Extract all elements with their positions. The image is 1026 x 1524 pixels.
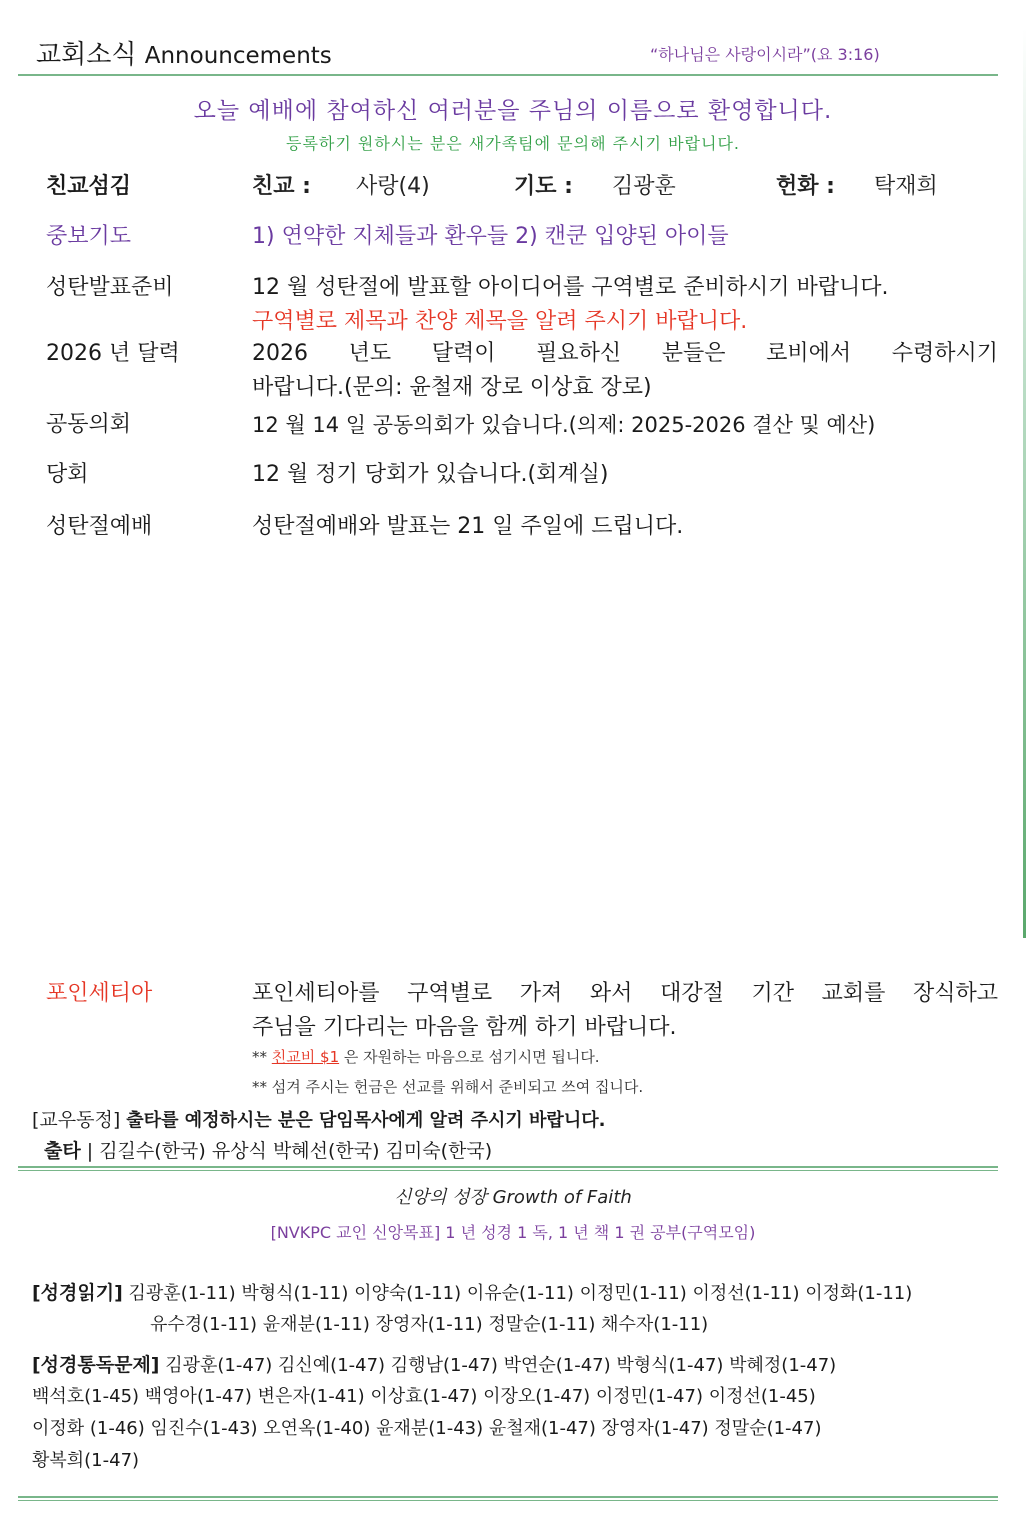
announcement-text: 12 월 14 일 공동의회가 있습니다.(의제: 2025-2026 결산 및 예산) (252, 413, 876, 437)
prayer-label: 기도 : (514, 174, 573, 199)
announcement-label: 2026 년 달력 (46, 341, 180, 366)
growth-subtitle: [NVKPC 교인 신앙목표] 1 년 성경 1 독, 1 년 책 1 권 공부(구역모임) (270, 1223, 756, 1242)
quiz-names: 김광훈(1-47) 김신예(1-47) 김행남(1-47) 박연순(1-47) 박형식(1-47) 박혜정(1-47) (165, 1355, 837, 1376)
announcement-label: 공동의회 (46, 412, 132, 437)
welcome-subtext: 등록하기 원하시는 분은 새가족팀에 문의해 주시기 바랍니다. (285, 134, 740, 153)
announcement-label: 성탄절예배 (46, 514, 153, 539)
members-news-text: 출타를 예정하시는 분은 담임목사에게 알려 주시기 바랍니다. (126, 1110, 606, 1131)
service-label: 친교섬김 (46, 174, 132, 199)
quiz-list-line: 백석호(1-45) 백영아(1-47) 변은자(1-41) 이상효(1-47) 이장오(1-47) 이정민(1-47) 이정선(1-45) (32, 1386, 816, 1407)
offering-label: 헌화 : (776, 174, 835, 199)
reading-list-line (32, 1278, 912, 1305)
announcement-label: 성탄발표준비 (46, 275, 174, 300)
prayer-value: 김광훈 (612, 174, 676, 199)
header-divider (18, 74, 998, 76)
footer-divider (18, 1496, 998, 1501)
quiz-list-line: 이정화 (1-46) 임진수(1-43) 오연옥(1-40) 윤재분(1-43) 윤철재(1-47) 장영자(1-47) 정말순(1-47) (32, 1418, 822, 1439)
reading-head: [성경읽기] (32, 1282, 123, 1304)
poinsettia-note-1 (252, 1046, 600, 1067)
fellowship-label: 친교 : (252, 174, 311, 199)
welcome-message: 오늘 예배에 참여하신 여러분을 주님의 이름으로 환영합니다. (193, 98, 833, 124)
fellowship-fee-link[interactable]: 친교비 $1 (271, 1048, 340, 1066)
title-korean: 교회소식 (36, 40, 137, 70)
reading-names: 김광훈(1-11) 박형식(1-11) 이양숙(1-11) 이유순(1-11) 이정민(1-11) 이정선(1-11) 이정화(1-11) (128, 1283, 913, 1304)
travel-line (44, 1136, 492, 1163)
section-divider (18, 1166, 998, 1171)
poinsettia-text: 포인세티아를 구역별로 가져 와서 대강절 기간 교회를 장식하고 (252, 981, 998, 1006)
note-prefix: ** (252, 1048, 267, 1066)
reading-list-line: 유수경(1-11) 윤재분(1-11) 장영자(1-11) 정말순(1-11) 채수자(1-11) (150, 1314, 709, 1335)
members-news (32, 1105, 605, 1132)
quiz-head: [성경통독문제] (32, 1354, 160, 1376)
poinsettia-text-cont: 주님을 기다리는 마음을 함께 하기 바랍니다. (252, 1015, 677, 1040)
offering-value: 탁재희 (874, 174, 938, 199)
fellowship-value: 사랑(4) (356, 174, 430, 199)
page-title (36, 34, 332, 71)
members-news-head: [교우동정] (32, 1109, 121, 1131)
announcement-text: 성탄절예배와 발표는 21 일 주일에 드립니다. (252, 514, 684, 539)
announcement-text: 1) 연약한 지체들과 환우들 2) 캔쿤 입양된 아이들 (252, 224, 729, 249)
poinsettia-label: 포인세티아 (46, 981, 153, 1006)
announcement-text: 12 월 정기 당회가 있습니다.(회계실) (252, 462, 609, 487)
title-english: Announcements (144, 43, 332, 69)
announcement-text-highlight: 구역별로 제목과 찬양 제목을 알려 주시기 바랍니다. (252, 309, 748, 334)
announcement-label: 당회 (46, 462, 89, 487)
note-text: 은 자원하는 마음으로 섬기시면 됩니다. (343, 1048, 600, 1066)
announcement-label: 중보기도 (46, 224, 132, 249)
quiz-list-line (32, 1350, 836, 1377)
announcement-text-cont: 바랍니다.(문의: 윤철재 장로 이상효 장로) (252, 375, 652, 400)
announcement-text: 2026 년도 달력이 필요하신 분들은 로비에서 수령하시기 (252, 341, 998, 366)
poinsettia-note-2: ** 섬겨 주시는 헌금은 선교를 위해서 준비되고 쓰여 집니다. (252, 1078, 644, 1096)
announcement-text: 12 월 성탄절에 발표할 아이디어를 구역별로 준비하시기 바랍니다. (252, 275, 889, 300)
header-verse: “하나님은 사랑이시라”(요 3:16) (650, 45, 880, 64)
growth-title: 신앙의 성장 Growth of Faith (394, 1187, 632, 1208)
travel-text: | 김길수(한국) 유상식 박혜선(한국) 김미숙(한국) (86, 1140, 493, 1162)
quiz-list-line: 황복희(1-47) (32, 1450, 140, 1471)
travel-label: 출타 (44, 1140, 81, 1162)
